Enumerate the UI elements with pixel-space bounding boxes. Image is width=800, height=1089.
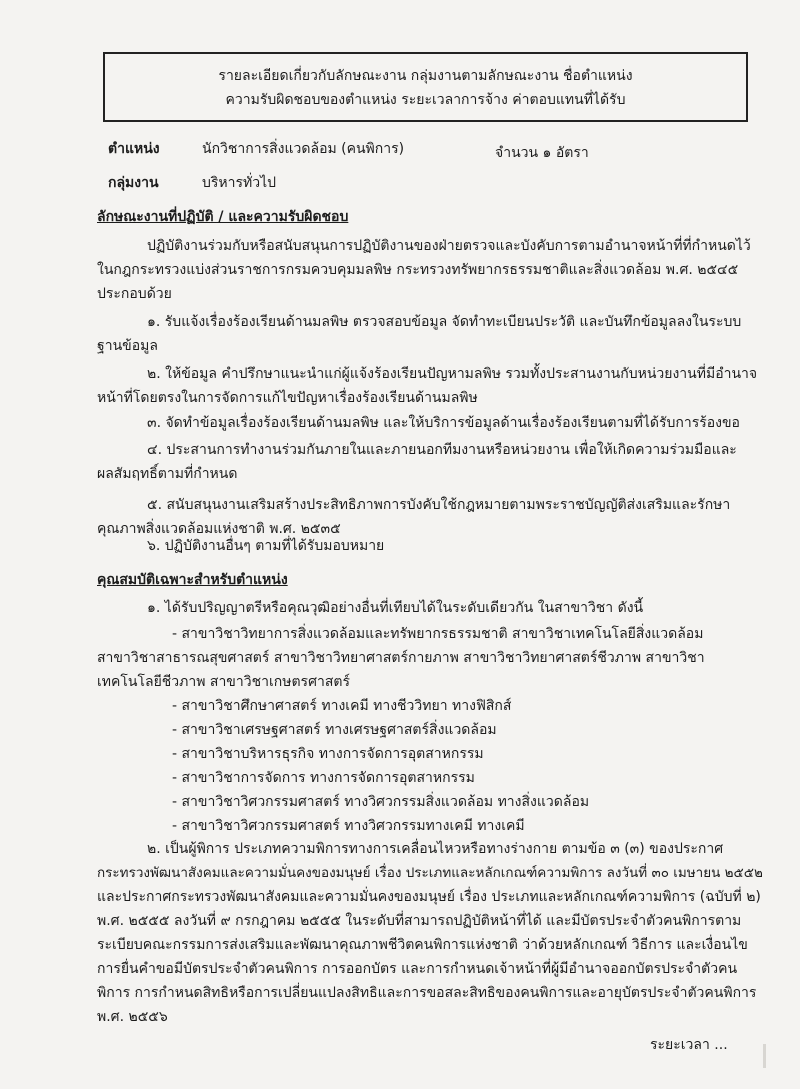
qualifications-heading: คุณสมบัติเฉพาะสำหรับตำแหน่ง — [97, 572, 288, 588]
qualification-2-line: พ.ศ. ๒๕๕๖ — [97, 1009, 168, 1025]
duties-intro-line: ปฏิบัติงานร่วมกับหรือสนับสนุนการปฏิบัติงานของฝ่ายตรวจและบังคับการตามอำนาจหน้าที่ที่กำหนดไว้ — [147, 238, 751, 254]
duties-heading: ลักษณะงานที่ปฏิบัติ / และความรับผิดชอบ — [97, 209, 349, 225]
field-list-item: - สาขาวิชาศึกษาศาสตร์ ทางเคมี ทางชีววิทยา ทางฟิสิกส์ — [172, 698, 512, 714]
position-count: จำนวน ๑ อัตรา — [495, 145, 589, 161]
group-label: กลุ่มงาน — [108, 175, 159, 191]
duty-item-4: ๔. ประสานการทำงานร่วมกันภายในและภายนอกทีมงานหรือหน่วยงาน เพื่อให้เกิดความร่วมมือและ — [147, 442, 737, 458]
group-value: บริหารทั่วไป — [202, 175, 277, 191]
qualification-2-line: และประกาศกระทรวงพัฒนาสังคมและความมั่นคงของมนุษย์ เรื่อง ประเภทและหลักเกณฑ์ความพิการ (ฉบับที่ ๒) — [97, 889, 761, 905]
qualification-1-para: สาขาวิชาสาธารณสุขศาสตร์ สาขาวิชาวิทยาศาสตร์กายภาพ สาขาวิชาวิทยาศาสตร์ชีวภาพ สาขาวิชา — [97, 650, 705, 666]
position-label: ตำแหน่ง — [108, 141, 160, 157]
scan-edge-mark — [763, 1044, 766, 1068]
page-continuation: ระยะเวลา ... — [650, 1037, 728, 1053]
duty-item-6: ๖. ปฏิบัติงานอื่นๆ ตามที่ได้รับมอบหมาย — [147, 538, 385, 554]
field-list-item: - สาขาวิชาการจัดการ ทางการจัดการอุตสาหกรรม — [172, 770, 475, 786]
qualification-2-line: ๒. เป็นผู้พิการ ประเภทความพิการทางการเคลื่อนไหวหรือทางร่างกาย ตามข้อ ๓ (๓) ของประกาศ — [147, 841, 724, 857]
field-list-item: - สาขาวิชาวิศวกรรมศาสตร์ ทางวิศวกรรมทางเคมี ทางเคมี — [172, 818, 525, 834]
duty-item-2-cont: หน้าที่โดยตรงในการจัดการแก้ไขปัญหาเรื่องร้องเรียนด้านมลพิษ — [97, 390, 478, 406]
duty-item-5-cont: คุณภาพสิ่งแวดล้อมแห่งชาติ พ.ศ. ๒๕๓๕ — [97, 521, 341, 537]
header-line-1: รายละเอียดเกี่ยวกับลักษณะงาน กลุ่มงานตามลักษณะงาน ชื่อตำแหน่ง — [218, 68, 633, 84]
duties-intro-line: ประกอบด้วย — [97, 286, 172, 302]
field-list-item: - สาขาวิชาวิศวกรรมศาสตร์ ทางวิศวกรรมสิ่งแวดล้อม ทางสิ่งแวดล้อม — [172, 794, 590, 810]
duty-item-4-cont: ผลสัมฤทธิ์ตามที่กำหนด — [97, 466, 238, 482]
qualification-2-line: กระทรวงพัฒนาสังคมและความมั่นคงของมนุษย์ เรื่อง ประเภทและหลักเกณฑ์ความพิการ ลงวันที่ ๓๐ เมษายน ๒๕๕๒ — [97, 865, 763, 881]
qualification-2-line: ระเบียบคณะกรรมการส่งเสริมและพัฒนาคุณภาพชีวิตคนพิการแห่งชาติ ว่าด้วยหลักเกณฑ์ วิธีการ และเงื่อนไข — [97, 937, 748, 953]
duty-item-2: ๒. ให้ข้อมูล คำปรึกษาแนะนำแก่ผู้แจ้งร้องเรียนปัญหามลพิษ รวมทั้งประสานงานกับหน่วยงานที่มีอำนาจ — [147, 366, 758, 382]
field-list-item: - สาขาวิชาบริหารธุรกิจ ทางการจัดการอุตสาหกรรม — [172, 746, 484, 762]
duty-item-5: ๕. สนับสนุนงานเสริมสร้างประสิทธิภาพการบังคับใช้กฎหมายตามพระราชบัญญัติส่งเสริมและรักษา — [147, 497, 731, 513]
qualification-2-line: การยื่นคำขอมีบัตรประจำตัวคนพิการ การออกบัตร และการกำหนดเจ้าหน้าที่ผู้มีอำนาจออกบัตรประจำตัวคน — [97, 961, 738, 977]
qualification-2-line: พ.ศ. ๒๕๕๕ ลงวันที่ ๙ กรกฎาคม ๒๕๕๕ ในระดับที่สามารถปฏิบัติหน้าที่ได้ และมีบัตรประจำตัวคนพิการตาม — [97, 913, 742, 929]
qualification-1-para: เทคโนโลยีชีวภาพ สาขาวิชาเกษตรศาสตร์ — [97, 674, 350, 690]
qualification-1-intro: ๑. ได้รับปริญญาตรีหรือคุณวุฒิอย่างอื่นที่เทียบได้ในระดับเดียวกัน ในสาขาวิชา ดังนี้ — [147, 600, 644, 616]
duty-item-1-cont: ฐานข้อมูล — [97, 338, 158, 354]
duty-item-1: ๑. รับแจ้งเรื่องร้องเรียนด้านมลพิษ ตรวจสอบข้อมูล จัดทำทะเบียนประวัติ และบันทึกข้อมูลลงในระบบ — [147, 314, 742, 330]
position-value: นักวิชาการสิ่งแวดล้อม (คนพิการ) — [202, 141, 405, 157]
duty-item-3: ๓. จัดทำข้อมูลเรื่องร้องเรียนด้านมลพิษ และให้บริการข้อมูลด้านเรื่องร้องเรียนตามที่ได้รับการร้องขอ — [147, 415, 740, 431]
header-box — [103, 52, 748, 122]
header-line-2: ความรับผิดชอบของตำแหน่ง ระยะเวลาการจ้าง ค่าตอบแทนที่ได้รับ — [225, 92, 626, 108]
qualification-2-line: พิการ การกำหนดสิทธิหรือการเปลี่ยนแปลงสิทธิและการขอสละสิทธิของคนพิการและอายุบัตรประจำตัวคนพิการ — [97, 985, 757, 1001]
duties-intro-line: ในกฎกระทรวงแบ่งส่วนราชการกรมควบคุมมลพิษ กระทรวงทรัพยากรธรรมชาติและสิ่งแวดล้อม พ.ศ. ๒๕๔๕ — [97, 262, 739, 278]
qualification-1-para: - สาขาวิชาวิทยาการสิ่งแวดล้อมและทรัพยากรธรรมชาติ สาขาวิชาเทคโนโลยีสิ่งแวดล้อม — [172, 626, 704, 642]
field-list-item: - สาขาวิชาเศรษฐศาสตร์ ทางเศรษฐศาสตร์สิ่งแวดล้อม — [172, 722, 497, 738]
